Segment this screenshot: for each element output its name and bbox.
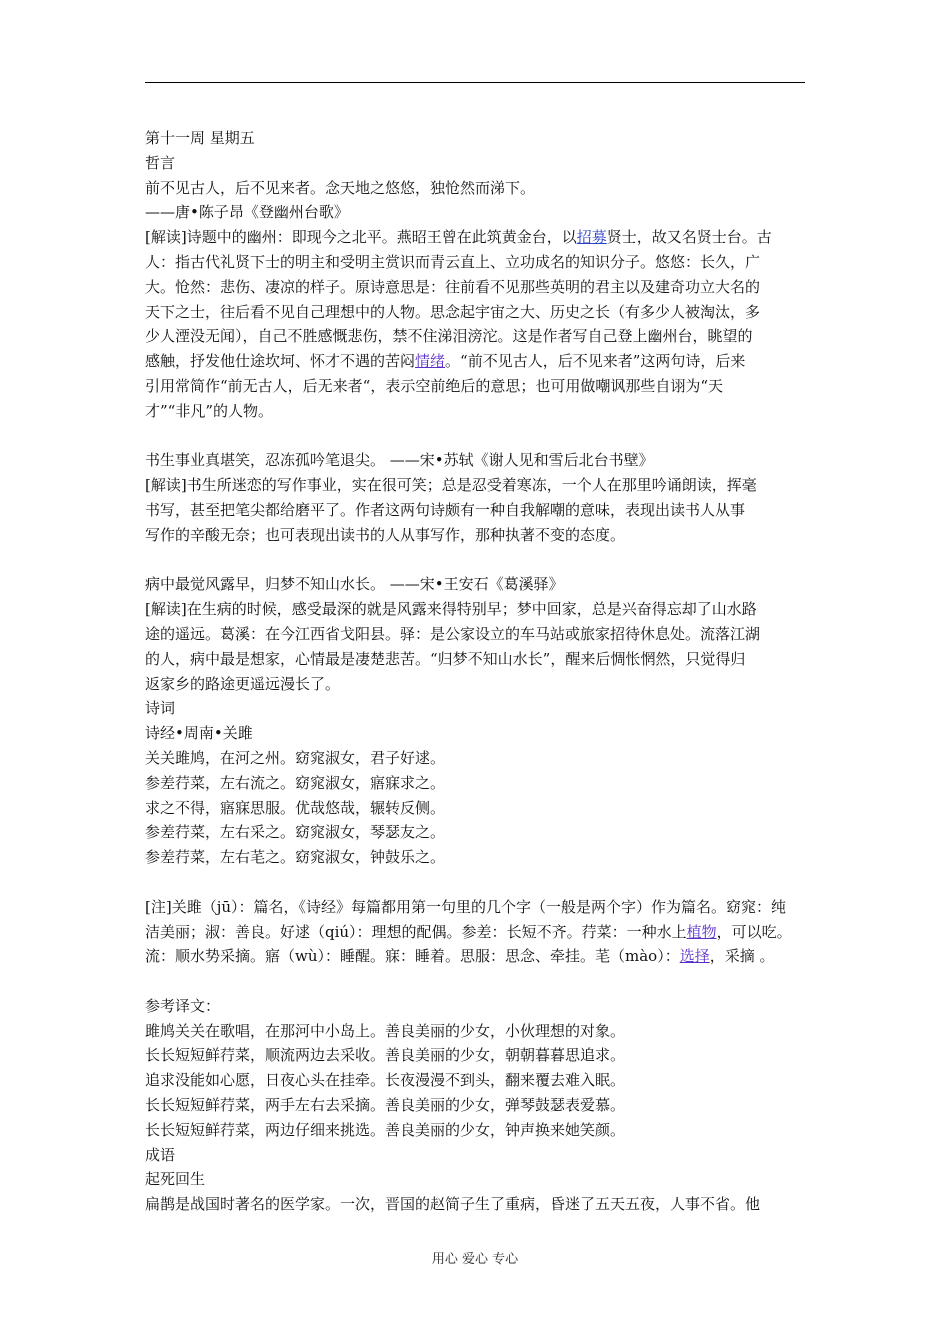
translation-heading: 参考译文： bbox=[145, 996, 221, 1015]
document-body bbox=[145, 126, 807, 1217]
interpretation-line: 写作的辛酸无奈；也可表现出读书的人从事写作，那种执著不变的态度。 bbox=[145, 525, 626, 544]
interpretation-line: 大。怆然：悲伤、凄凉的样子。原诗意思是：往前看不见那些英明的君主以及建奇功立大名的 bbox=[145, 277, 761, 296]
header-rule bbox=[145, 82, 805, 83]
translation-line: 追求没能如心愿，日夜心头在挂牵。长夜漫漫不到头，翻来覆去难入眠。 bbox=[145, 1071, 626, 1090]
interpretation-line: 引用常简作“前无古人，后无来者“，表示空前绝后的意思；也可用做嘲讽那些自诩为“天 bbox=[145, 376, 724, 395]
interpretation-line: 返家乡的路途更遥远漫长了。 bbox=[145, 674, 341, 693]
interpretation-line: 的人，病中最是想家，心情最是凄楚悲苦。“归梦不知山水长”，醒来后惆怅惘然，只觉得归 bbox=[145, 649, 746, 668]
idiom-text: 扁鹊是战国时著名的医学家。一次，晋国的赵简子生了重病，昏迷了五天五夜，人事不省。他 bbox=[145, 1195, 761, 1214]
section-heading-zheyan: 哲言 bbox=[145, 153, 176, 172]
poem-line: 参差荇菜，左右流之。窈窕淑女，寤寐求之。 bbox=[145, 773, 446, 792]
page-title: 第十一周 星期五 bbox=[145, 129, 255, 147]
interpretation-line: 途的遥远。葛溪：在今江西省戈阳县。驿：是公家设立的车马站或旅家招待休息处。流落江湖 bbox=[145, 624, 761, 643]
note-line: 洁美丽；淑：善良。好逑（qiú）：理想的配偶。参差：长短不齐。荇菜：一种水上植物，可以吃。 bbox=[145, 922, 792, 941]
interpretation-line: 才”“非凡”的人物。 bbox=[145, 401, 274, 420]
translation-line: 长长短短鲜荇菜，两手左右去采摘。善良美丽的少女，弹琴鼓瑟表爱慕。 bbox=[145, 1096, 626, 1115]
interpretation-line: [解读]书生所迷恋的写作事业，实在很可笑；总是忍受着寒冻，一个人在那里吟诵朗读，挥毫 bbox=[145, 476, 757, 495]
quote-line: 病中最觉风露早，归梦不知山水长。 ——宋•王安石《葛溪驿》 bbox=[145, 575, 564, 594]
link-qingxu[interactable]: 情绪 bbox=[415, 352, 446, 371]
interpretation-line: 书写，甚至把笔尖都给磨平了。作者这两句诗颇有一种自我解嘲的意味，表现出读书人从事 bbox=[145, 500, 746, 519]
translation-line: 雎鸠关关在歌唱，在那河中小岛上。善良美丽的少女，小伙理想的对象。 bbox=[145, 1021, 626, 1040]
note-line: [注]关雎（jū）：篇名，《诗经》每篇都用第一句里的几个字（一般是两个字）作为篇名。窈窕：纯 bbox=[145, 897, 787, 916]
section-heading-chengyu: 成语 bbox=[145, 1145, 176, 1164]
poem-title: 诗经•周南•关雎 bbox=[145, 724, 253, 743]
translation-line: 长长短短鲜荇菜，两边仔细来挑选。善良美丽的少女，钟声换来她笑颜。 bbox=[145, 1120, 626, 1139]
interpretation-line: [解读]在生病的时候，感受最深的就是风露来得特别早；梦中回家，总是兴奋得忘却了山水路 bbox=[145, 600, 757, 619]
quote-source: ——唐•陈子昂《登幽州台歌》 bbox=[145, 203, 349, 222]
interpretation-line: 感触，抒发他仕途坎坷、怀才不遇的苦闷情绪。“前不见古人，后不见来者”这两句诗，后来 bbox=[145, 352, 746, 371]
interpretation-line: 人：指古代礼贤下士的明主和受明主赏识而青云直上、立功成名的知识分子。悠悠：长久，广 bbox=[145, 252, 761, 271]
page-footer: 用心 爱心 专心 bbox=[431, 1252, 519, 1267]
quote-line: 书生事业真堪笑，忍冻孤吟笔退尖。 ——宋•苏轼《谢人见和雪后北台书壁》 bbox=[145, 451, 654, 470]
quote-line: 前不见古人，后不见来者。念天地之悠悠，独怆然而涕下。 bbox=[145, 178, 536, 197]
poem-line: 参差荇菜，左右采之。窈窕淑女，琴瑟友之。 bbox=[145, 823, 446, 842]
interpretation-line: 少人湮没无闻），自己不胜感慨悲伤，禁不住涕泪滂沱。这是作者写自己登上幽州台，眺望的 bbox=[145, 327, 753, 346]
link-xuanze[interactable]: 选择 bbox=[679, 947, 710, 966]
poem-line: 关关雎鸠，在河之州。窈窕淑女，君子好逑。 bbox=[145, 748, 446, 767]
translation-line: 长长短短鲜荇菜，顺流两边去采收。善良美丽的少女，朝朝暮暮思追求。 bbox=[145, 1046, 626, 1065]
interpretation-line: 天下之士，往后看不见自己理想中的人物。思念起宇宙之大、历史之长（有多少人被淘汰，多 bbox=[145, 302, 761, 321]
poem-line: 参差荇菜，左右芼之。窈窕淑女，钟鼓乐之。 bbox=[145, 848, 446, 867]
link-zhaomu[interactable]: 招募 bbox=[576, 228, 607, 247]
interpretation-line: [解读]诗题中的幽州：即现今之北平。燕昭王曾在此筑黄金台，以招募贤士，故又名贤士台。古 bbox=[145, 228, 772, 247]
note-line: 流：顺水势采摘。寤（wù）：睡醒。寐：睡着。思服：思念、牵挂。芼（mào）：选择，采摘 。 bbox=[145, 947, 775, 966]
poem-line: 求之不得，寤寐思服。优哉悠哉，辗转反侧。 bbox=[145, 798, 446, 817]
link-zhiwu[interactable]: 植物 bbox=[686, 922, 717, 941]
idiom-title: 起死回生 bbox=[145, 1170, 206, 1189]
section-heading-shici: 诗词 bbox=[145, 699, 176, 718]
